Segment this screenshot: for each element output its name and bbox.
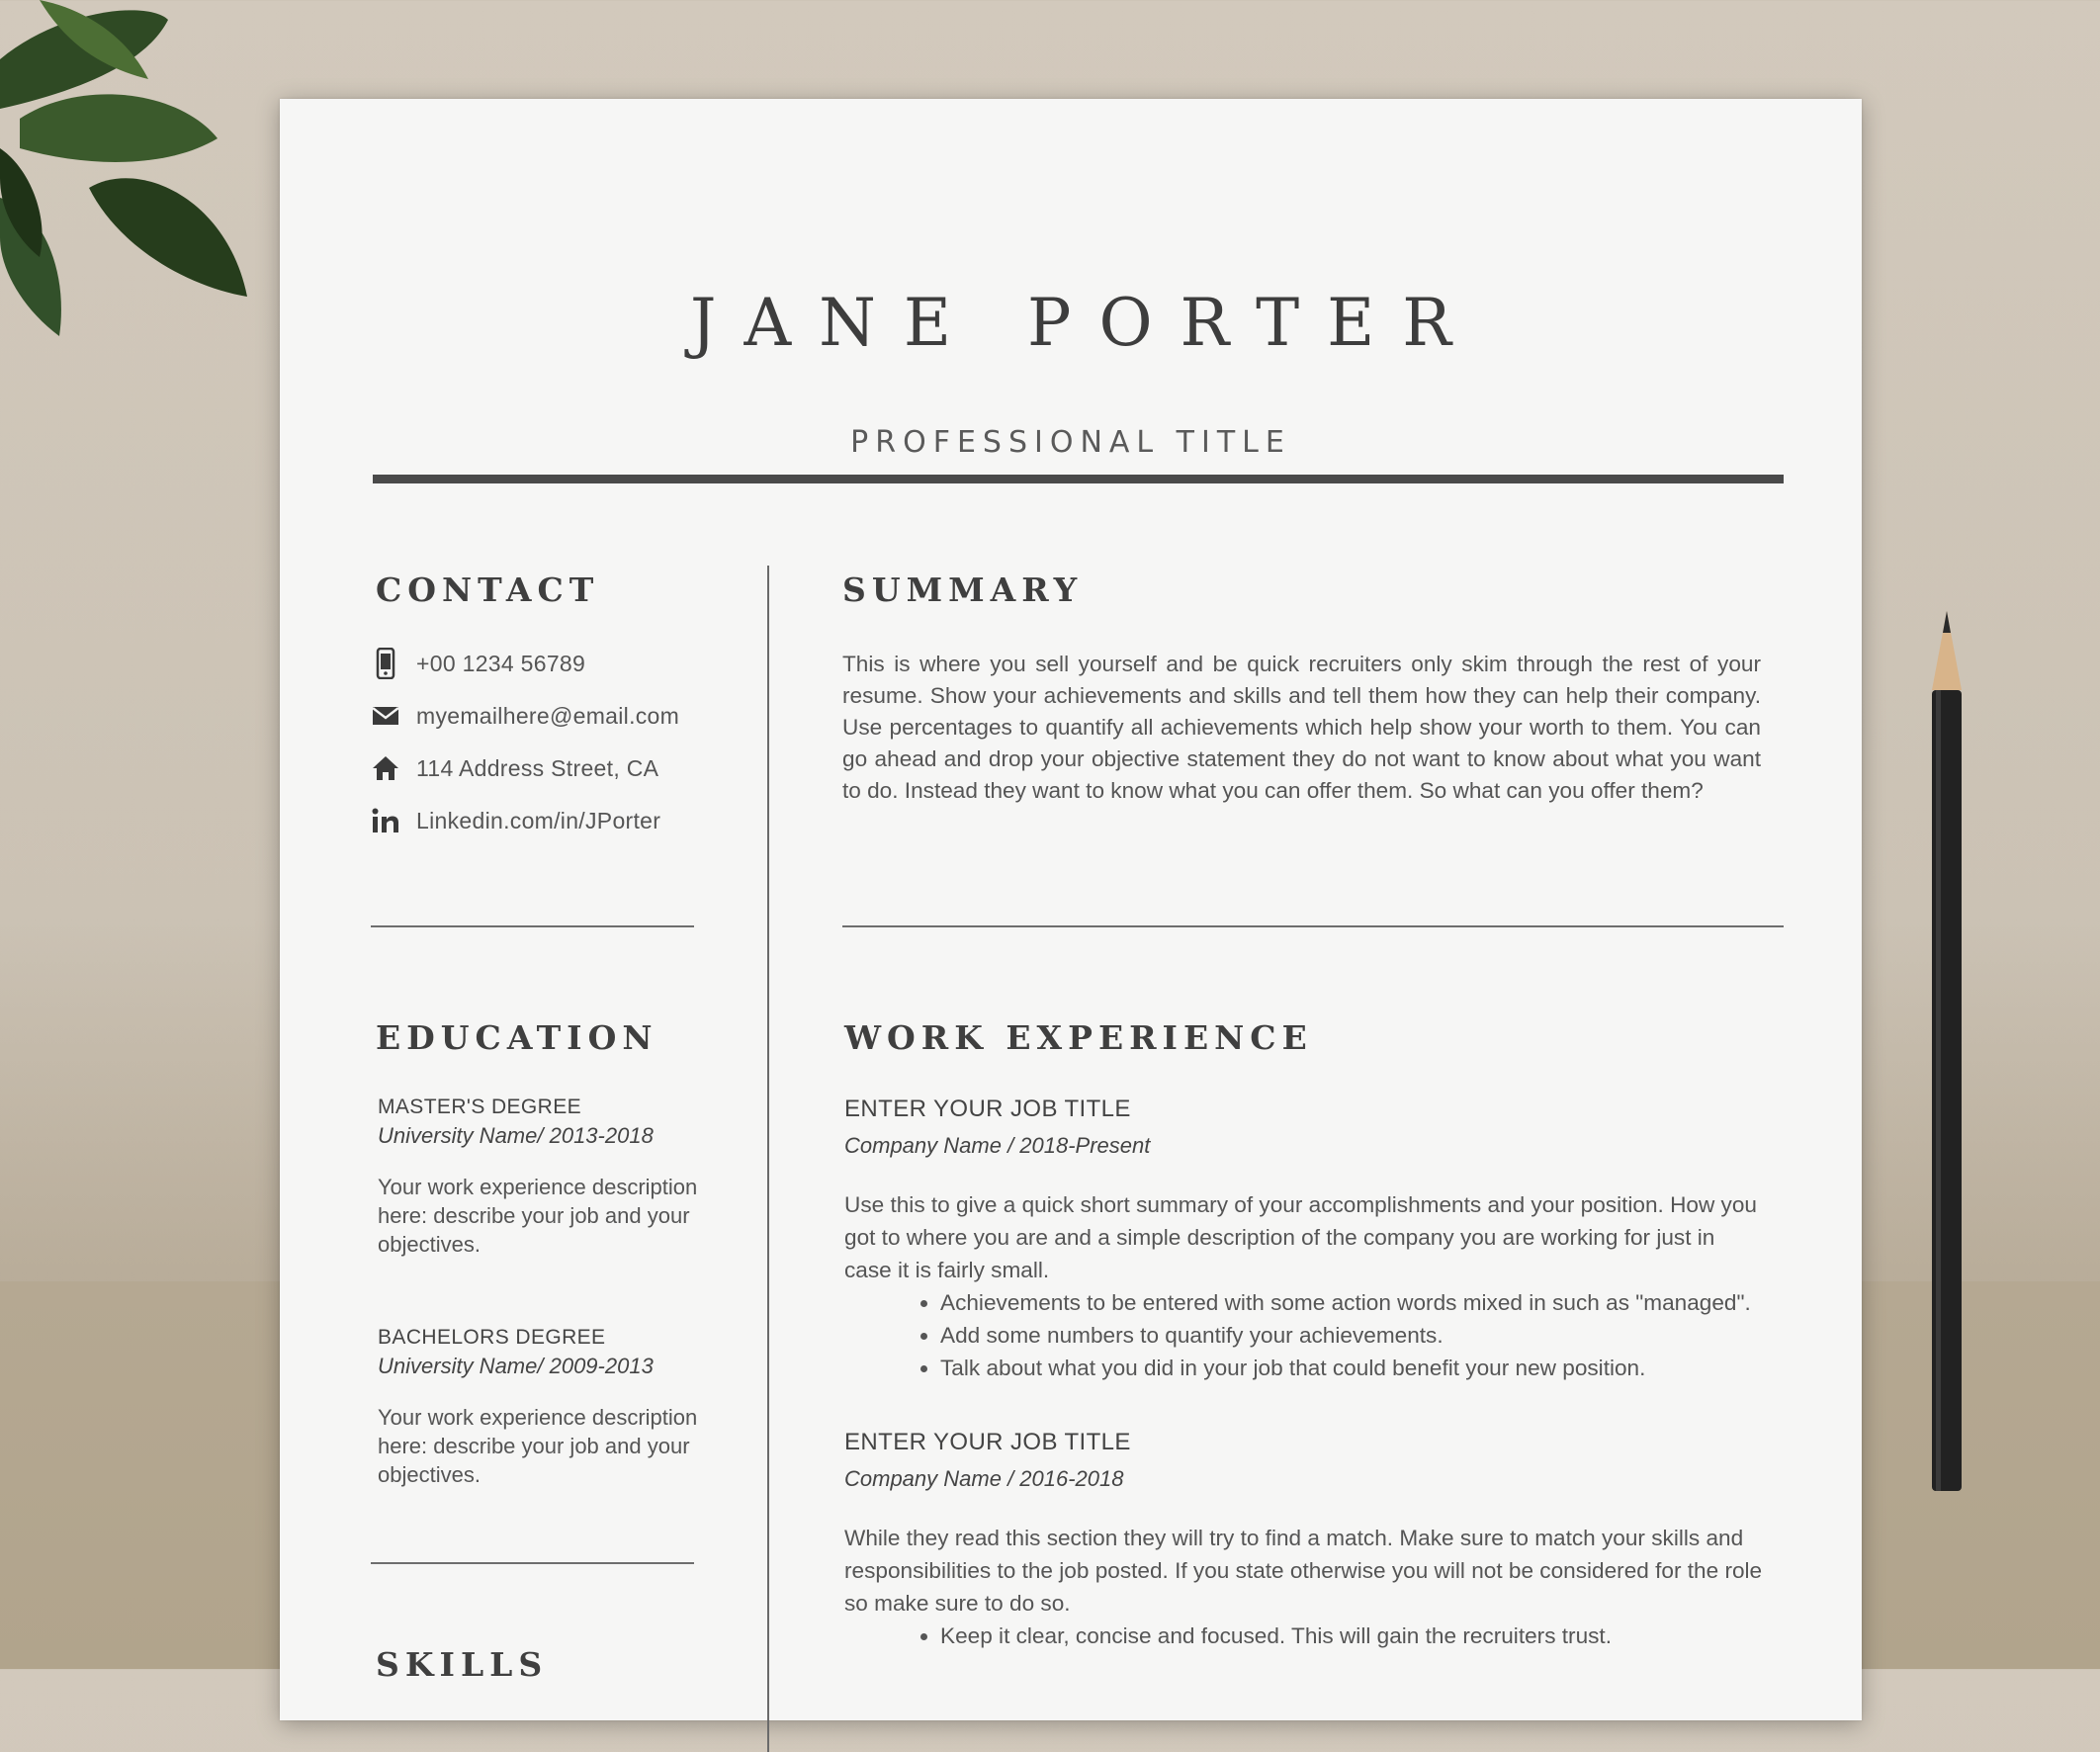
job-description: While they read this section they will try to find a match. Make sure to match your skills and responsibilities to the job posted. If you state otherwise you will not be considered for the role so make sure to do so.	[844, 1526, 1763, 1616]
job-bullet: • Achievements to be entered with some action words mixed in such as "managed".	[940, 1286, 1764, 1319]
job-title: ENTER YOUR JOB TITLE	[844, 1095, 1131, 1122]
email-icon	[371, 701, 400, 731]
job-entry	[844, 1429, 1764, 1652]
job-bullet: • Talk about what you did in your job that could benefit your new position.	[940, 1352, 1764, 1384]
contact-item	[371, 701, 679, 731]
address-text: 114 Address Street, CA	[416, 754, 659, 781]
education-divider	[371, 1562, 694, 1564]
contact-heading: CONTACT	[376, 570, 600, 609]
home-icon	[371, 753, 400, 783]
contact-item	[371, 753, 658, 783]
phone-icon	[371, 649, 400, 678]
summary-heading: SUMMARY	[842, 570, 1084, 609]
job-entry	[844, 1095, 1764, 1384]
professional-title: PROFESSIONAL TITLE	[850, 425, 1291, 460]
degree: MASTER'S DEGREE	[378, 1095, 582, 1118]
phone-text: +00 1234 56789	[416, 650, 586, 676]
education-heading: EDUCATION	[376, 1018, 658, 1057]
contact-item	[371, 649, 585, 678]
contact-divider	[371, 925, 694, 927]
header-divider	[373, 475, 1784, 483]
pencil	[1922, 611, 1971, 1501]
linkedin-text: Linkedin.com/in/JPorter	[416, 807, 661, 833]
summary-text: This is where you sell yourself and be quick recruiters only skim through the rest of your resume. Show your achievements and skills and tell them how they can help their company. Use percentages to quantify all achievements which help show your worth to them. You can go ahead and drop your objective statement they do not want to know about what you want to do. Instead they want to know what you can offer them. So what can you offer them?	[842, 652, 1761, 803]
job-bullets	[844, 1286, 1764, 1384]
resume-page	[280, 99, 1862, 1720]
school: University Name/ 2009-2013	[378, 1354, 654, 1378]
job-bullets	[844, 1620, 1764, 1652]
contact-item	[371, 806, 660, 835]
email-text: myemailhere@email.com	[416, 702, 680, 729]
column-divider	[767, 566, 769, 1752]
skills-heading: SKILLS	[376, 1645, 549, 1684]
education-item	[378, 1326, 704, 1489]
plant-leaves	[0, 0, 257, 376]
work-experience-heading: WORK EXPERIENCE	[844, 1018, 1313, 1057]
job-title: ENTER YOUR JOB TITLE	[844, 1429, 1131, 1455]
education-description: Your work experience description here: describe your job and your objectives.	[378, 1175, 698, 1257]
job-bullet: • Add some numbers to quantify your achievements.	[940, 1319, 1764, 1352]
resume-name: JANE PORTER	[690, 285, 1479, 361]
education-item	[378, 1095, 704, 1259]
job-description: Use this to give a quick short summary of your accomplishments and your position. How you got to where you are and a simple description of the company you are working for just in case it is fairly small.	[844, 1192, 1757, 1282]
job-company: Company Name / 2016-2018	[844, 1466, 1124, 1491]
summary-divider	[842, 925, 1784, 927]
degree: BACHELORS DEGREE	[378, 1326, 606, 1349]
linkedin-icon	[371, 806, 400, 835]
school: University Name/ 2013-2018	[378, 1123, 654, 1148]
education-description: Your work experience description here: describe your job and your objectives.	[378, 1405, 698, 1487]
job-bullet: • Keep it clear, concise and focused. This will gain the recruiters trust.	[940, 1620, 1764, 1652]
job-company: Company Name / 2018-Present	[844, 1133, 1151, 1158]
